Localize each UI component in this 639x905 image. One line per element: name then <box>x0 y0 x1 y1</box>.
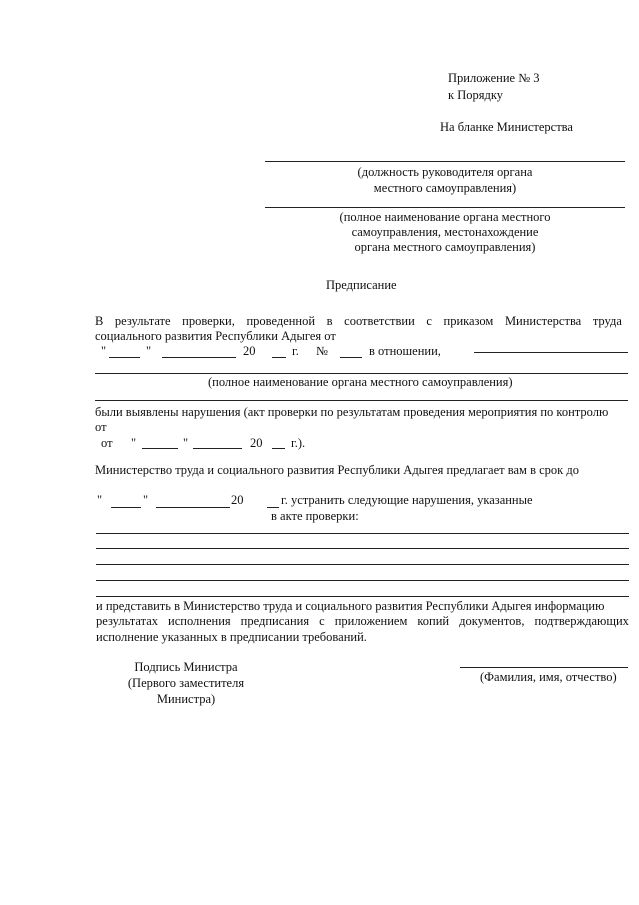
paragraph-1-line-2: социального развития Республики Адыгея от <box>95 329 336 343</box>
day-blank <box>109 357 140 358</box>
act-date-open-quote: " <box>131 436 137 450</box>
word: с <box>426 314 432 328</box>
year-prefix: 20 <box>243 344 256 358</box>
org-caption-2: самоуправления, местонахождение <box>351 225 539 239</box>
number-sign: № <box>316 344 328 358</box>
date-close-quote: " <box>146 344 152 358</box>
position-caption-1: (должность руководителя органа <box>357 165 533 179</box>
appendix-number: Приложение № 3 <box>448 71 540 85</box>
ministry-proposes-line: Министерство труда и социального развития Республики Адыгея предлагает вам в срок до <box>95 463 579 477</box>
act-year-prefix: 20 <box>250 436 263 450</box>
word: приложением <box>334 614 408 628</box>
deadline-close-quote: " <box>143 493 149 507</box>
month-blank <box>162 357 236 358</box>
word: документов, <box>459 614 525 628</box>
word: с <box>319 614 325 628</box>
act-year-blank <box>272 448 285 449</box>
violation-blank-line-1 <box>96 533 629 534</box>
org-caption-1: (полное наименование органа местного <box>339 210 551 224</box>
word: в <box>326 314 333 328</box>
word: копий <box>417 614 450 628</box>
report-line-1: и представить в Министерство труда и социального развития Республики Адыгея информацию <box>96 599 605 613</box>
letterhead-note: На бланке Министерства <box>440 120 573 134</box>
deadline-day-blank <box>111 507 141 508</box>
signature-minister: Подпись Министра <box>134 660 238 674</box>
act-day-blank <box>142 448 178 449</box>
org-blank-line <box>265 207 625 208</box>
year-suffix: г. <box>292 344 299 358</box>
document-title: Предписание <box>326 278 397 292</box>
org-name-blank-line-2 <box>95 400 628 401</box>
deadline-instruction-2: в акте проверки: <box>271 509 359 523</box>
org-name-blank-line <box>95 373 628 374</box>
word: результате <box>114 314 171 328</box>
word: труда <box>592 314 622 328</box>
word: соответствии <box>344 314 415 328</box>
report-line-3: исполнение указанных в предписании требований. <box>96 630 367 644</box>
word: В <box>95 314 104 328</box>
regarding-blank <box>474 352 628 353</box>
year-blank <box>272 357 286 358</box>
word: приказом <box>443 314 494 328</box>
appendix-reference: к Порядку <box>448 88 503 102</box>
act-year-suffix: г.). <box>291 436 306 450</box>
deadline-instruction: г. устранить следующие нарушения, указанные <box>281 493 533 507</box>
number-blank <box>340 357 362 358</box>
deadline-year-prefix: 20 <box>231 493 244 507</box>
paragraph-1-line-1 <box>95 315 622 328</box>
position-caption-2: местного самоуправления) <box>373 181 517 195</box>
word: проведенной <box>246 314 316 328</box>
word: подтверждающих <box>534 614 629 628</box>
regarding-text: в отношении, <box>369 344 441 358</box>
org-caption-3: органа местного самоуправления) <box>354 240 536 254</box>
word: предписания <box>240 614 310 628</box>
org-name-caption: (полное наименование органа местного самоуправления) <box>208 375 513 389</box>
word: Министерства <box>504 314 582 328</box>
violation-blank-line-2 <box>96 548 629 549</box>
name-caption: (Фамилия, имя, отчество) <box>480 670 617 684</box>
violation-blank-line-4 <box>96 580 629 581</box>
deadline-open-quote: " <box>97 493 103 507</box>
word: проверки, <box>182 314 235 328</box>
act-month-blank <box>193 448 242 449</box>
violation-blank-line-3 <box>96 564 629 565</box>
signature-first-deputy: (Первого заместителя <box>127 676 245 690</box>
word: исполнения <box>168 614 231 628</box>
report-line-2 <box>96 615 629 628</box>
violation-blank-line-5 <box>96 596 629 597</box>
from-label-2: от <box>101 436 113 450</box>
violations-found-line: были выявлены нарушения (акт проверки по результатам проведения мероприятия по контролю <box>95 405 609 419</box>
act-date-close-quote: " <box>183 436 189 450</box>
signature-minister-close: Министра) <box>156 692 216 706</box>
deadline-year-blank <box>267 507 279 508</box>
deadline-month-blank <box>156 507 230 508</box>
date-open-quote: " <box>101 344 107 358</box>
position-blank-line <box>265 161 625 162</box>
name-blank-line <box>460 667 628 668</box>
word: результатах <box>96 614 159 628</box>
from-label-1: от <box>95 420 107 434</box>
